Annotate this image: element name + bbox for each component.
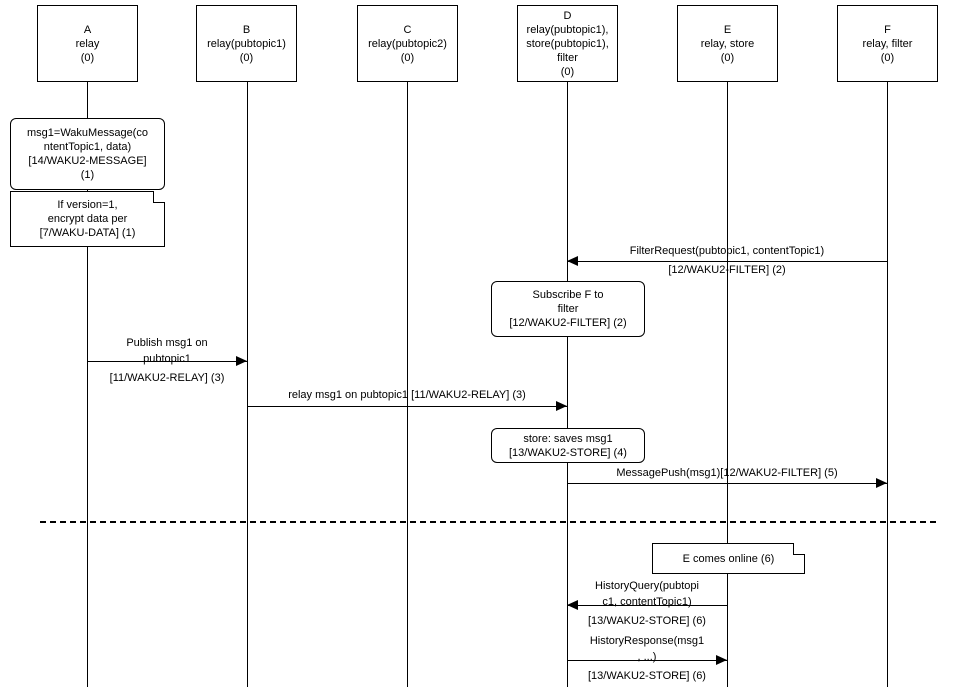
msg-filter-request-label-0: FilterRequest(pubtopic1, contentTopic1) bbox=[629, 245, 825, 257]
msg-push-arrowhead bbox=[876, 478, 887, 488]
note-store-line-0: store: saves msg1 bbox=[523, 432, 613, 445]
msg-history-query-arrowhead bbox=[567, 600, 578, 610]
msg-relay-line bbox=[247, 406, 567, 407]
lifeline-sub-e-1: (0) bbox=[720, 51, 735, 64]
note-encrypt-line-2: [7/WAKU-DATA] (1) bbox=[39, 227, 136, 239]
lifeline-sub-a-0: relay bbox=[75, 37, 100, 50]
lifeline-head-a bbox=[37, 5, 138, 82]
lifeline-sub-d-0: relay(pubtopic1), bbox=[526, 23, 609, 36]
lifeline-head-e bbox=[677, 5, 778, 82]
lifeline-head-c bbox=[357, 5, 458, 82]
msg-publish-line bbox=[87, 361, 247, 362]
msg-filter-request-label-1: [12/WAKU2-FILTER] (2) bbox=[668, 264, 786, 276]
msg-filter-request-line bbox=[567, 261, 887, 262]
msg-history-query-line bbox=[567, 605, 727, 606]
note-encrypt-line-1: encrypt data per bbox=[47, 213, 128, 225]
lifeline-sub-d-1: store(pubtopic1), bbox=[526, 37, 609, 50]
lifeline-line-f bbox=[887, 82, 888, 687]
lifeline-line-e bbox=[727, 82, 728, 687]
lifeline-head-d bbox=[517, 5, 618, 82]
note-store-line-1: [13/WAKU2-STORE] (4) bbox=[509, 446, 627, 459]
lifeline-sub-d-2: filter bbox=[557, 51, 578, 64]
lifeline-sub-c-1: (0) bbox=[400, 51, 415, 64]
note-subscribe-line-0: Subscribe F to bbox=[532, 289, 604, 301]
lifeline-sub-f-1: (0) bbox=[880, 51, 895, 64]
note-subscribe-filter bbox=[491, 281, 645, 337]
lifeline-line-c bbox=[407, 82, 408, 687]
msg-history-query-label-2: [13/WAKU2-STORE] (6) bbox=[588, 615, 706, 627]
note-msg1-line-0: msg1=WakuMessage(co bbox=[27, 127, 148, 139]
note-msg1-line-1: ntentTopic1, data) bbox=[43, 141, 132, 153]
note-e-comes-online bbox=[652, 543, 805, 574]
note-e-online-line-0: E comes online (6) bbox=[682, 552, 775, 565]
msg-filter-request-arrowhead bbox=[567, 256, 578, 266]
lifeline-sub-d-3: (0) bbox=[560, 65, 575, 78]
msg-history-response-arrowhead bbox=[716, 655, 727, 665]
msg-history-response-line bbox=[567, 660, 727, 661]
msg-history-response-label-2: [13/WAKU2-STORE] (6) bbox=[588, 670, 706, 682]
lifeline-sub-c-0: relay(pubtopic2) bbox=[368, 37, 447, 50]
note-store-saves bbox=[491, 428, 645, 463]
note-msg1-definition bbox=[10, 118, 165, 190]
note-subscribe-line-1: filter bbox=[557, 303, 579, 315]
lifeline-name-e: E bbox=[723, 23, 732, 36]
msg-relay-label-0: relay msg1 on pubtopic1 [11/WAKU2-RELAY] (3) bbox=[288, 389, 526, 401]
lifeline-name-f: F bbox=[884, 23, 891, 36]
lifeline-sub-a-1: (0) bbox=[80, 51, 95, 64]
msg-relay-arrowhead bbox=[556, 401, 567, 411]
lifeline-sub-b-1: (0) bbox=[239, 51, 254, 64]
lifeline-sub-f-0: relay, filter bbox=[862, 37, 913, 50]
msg-publish-label-0: Publish msg1 on bbox=[126, 337, 208, 349]
note-encrypt-data bbox=[10, 191, 165, 247]
note-msg1-line-3: (1) bbox=[80, 169, 95, 181]
lifeline-name-c: C bbox=[403, 23, 412, 36]
msg-push-line bbox=[567, 483, 887, 484]
lifeline-name-b: B bbox=[242, 23, 251, 36]
msg-history-response-label-1: , ...) bbox=[637, 651, 657, 663]
msg-push-label-0: MessagePush(msg1)[12/WAKU2-FILTER] (5) bbox=[616, 467, 838, 479]
msg-history-query-label-0: HistoryQuery(pubtopi bbox=[595, 580, 699, 592]
msg-history-query-label-1: c1, contentTopic1) bbox=[602, 596, 692, 608]
lifeline-sub-e-0: relay, store bbox=[700, 37, 755, 50]
lifeline-sub-b-0: relay(pubtopic1) bbox=[207, 37, 286, 50]
msg-history-response-label-0: HistoryResponse(msg1 bbox=[589, 635, 705, 647]
note-msg1-line-2: [14/WAKU2-MESSAGE] bbox=[28, 155, 147, 167]
lifeline-line-b bbox=[247, 82, 248, 687]
msg-publish-arrowhead bbox=[236, 356, 247, 366]
lifeline-head-b bbox=[196, 5, 297, 82]
note-subscribe-line-2: [12/WAKU2-FILTER] (2) bbox=[509, 317, 627, 329]
timeline-divider bbox=[40, 521, 936, 523]
lifeline-head-f bbox=[837, 5, 938, 82]
msg-publish-label-1: pubtopic1 bbox=[143, 353, 191, 365]
lifeline-name-d: D bbox=[563, 9, 572, 22]
lifeline-name-a: A bbox=[83, 23, 92, 36]
msg-publish-label-2: [11/WAKU2-RELAY] (3) bbox=[109, 372, 225, 384]
note-encrypt-line-0: If version=1, bbox=[57, 199, 118, 211]
